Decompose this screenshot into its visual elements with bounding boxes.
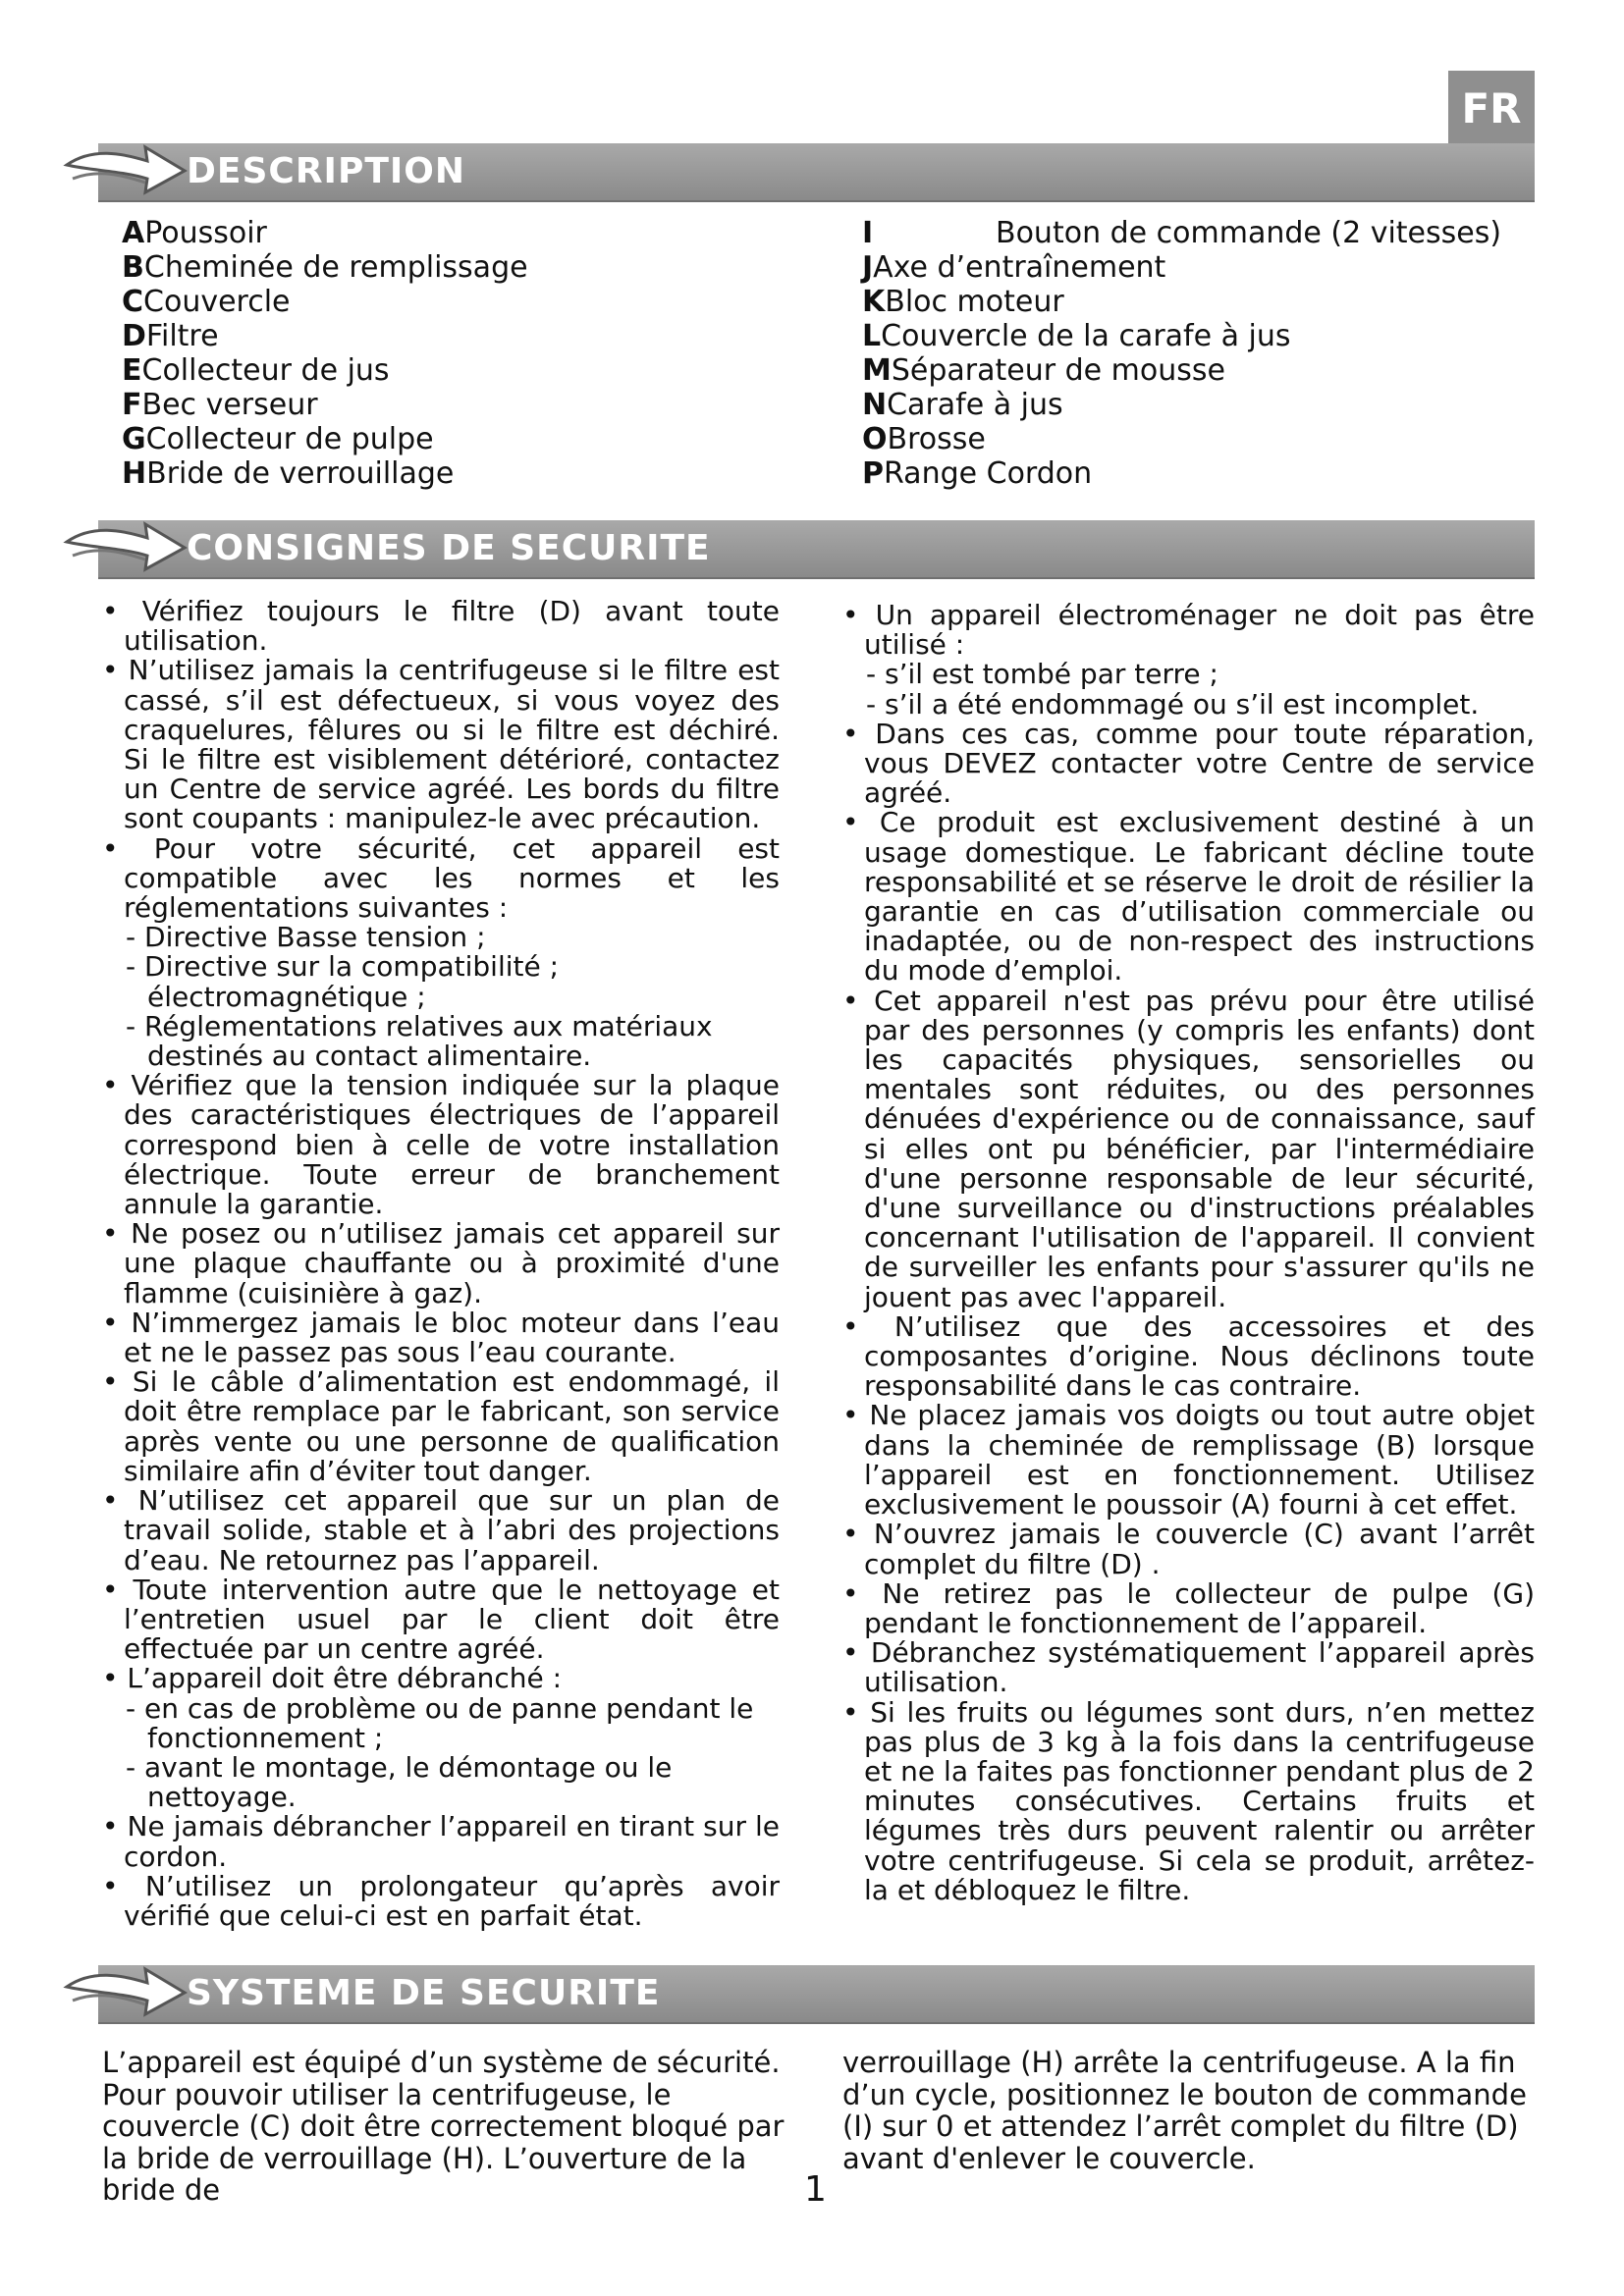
language-tab: FR — [1448, 71, 1535, 145]
safety-item: • N’utilisez un prolongateur qu’après avoir vérifié que celui-ci est en parfait état. — [102, 1869, 780, 1932]
swoosh-arrow-icon — [63, 512, 190, 581]
part-item: MSéparateur de mousse — [862, 353, 1225, 388]
section-title-consignes: CONSIGNES DE SECURITE — [187, 528, 711, 568]
section-banner-consignes — [98, 520, 1535, 579]
section-title-systeme: SYSTEME DE SECURITE — [187, 1973, 661, 2013]
part-item: CCouvercle — [122, 285, 291, 319]
part-item: KBloc moteur — [862, 285, 1064, 319]
section-banner-description — [98, 143, 1535, 202]
safety-item: • Si le câble d’alimentation est endommagé, il doit être remplace par le fabricant, son service après vente ou une personne de qualification similaire afin d’éviter tout danger. — [102, 1365, 780, 1487]
safety-item: • Pour votre sécurité, cet appareil est compatible avec les normes et les réglementations suivantes : — [102, 831, 780, 925]
safety-item: • N’ouvrez jamais le couvercle (C) avant l’arrêt complet du filtre (D) . — [842, 1518, 1535, 1580]
part-item: PRange Cordon — [862, 456, 1093, 491]
safety-item: • N’utilisez jamais la centrifugeuse si le filtre est cassé, s’il est défectueux, si vous voyez des craquelures, fêlures ou si le filtre est déchiré. Si le filtre est visiblement détérioré, contactez un Centre de service agréé. Les bords du filtre sont coupants : manipulez-le avec précaution. — [102, 654, 780, 835]
safety-subitem: - Directive Basse tension ; — [126, 921, 486, 954]
safety-subitem: - s’il a été endommagé ou s’il est incomplet. — [866, 687, 1480, 721]
safety-item: • Ne placez jamais vos doigts ou tout autre objet dans la cheminée de remplissage (B) lorsque l’appareil est en fonctionnement. Utilisez exclusivement le poussoir (A) fourni à cet effet. — [842, 1399, 1535, 1522]
safety-item: • Cet appareil n'est pas prévu pour être utilisé par des personnes (y compris les enfants) dont les capacités physiques, sensorielles ou mentales sont réduites, ou des personnes dénuées d'expérience ou de connaissance, sauf si elles ont pu bénéficier, par l'intermédiaire d'une personne responsable de leur sécurité, d'une surveillance ou d'instructions préalables concernant l'utilisation de l'appareil. Il convient de surveiller les enfants pour s'assurer qu'ils ne jouent pas avec l'appareil. — [842, 984, 1535, 1313]
parts-list-left — [122, 216, 528, 491]
safety-subitem: - en cas de problème ou de panne pendant le fonctionnement ; — [126, 1691, 754, 1754]
safety-item: • Dans ces cas, comme pour toute réparation, vous DEVEZ contacter votre Centre de service agréé. — [842, 717, 1535, 810]
safety-item: • Vérifiez toujours le filtre (D) avant toute utilisation. — [102, 595, 780, 658]
part-item: NCarafe à jus — [862, 388, 1063, 422]
safety-item: • Débranchez systématiquement l’appareil après utilisation. — [842, 1636, 1535, 1699]
safety-item: • Ne retirez pas le collecteur de pulpe (G) pendant le fonctionnement de l’appareil. — [842, 1576, 1535, 1639]
part-item: JAxe d’entraînement — [862, 250, 1166, 285]
safety-item: • N’utilisez que des accessoires et des composantes d’origine. Nous déclinons toute responsabilité dans le cas contraire. — [842, 1309, 1535, 1403]
part-item: OBrosse — [862, 422, 986, 456]
safety-subitem: - Réglementations relatives aux matériaux destinés au contact alimentaire. — [126, 1009, 713, 1073]
safety-item: • Ce produit est exclusivement destiné à un usage domestique. Le fabricant décline toute responsabilité et se réserve le droit de résilier la garantie en cas d’utilisation commerciale ou inadaptée, ou de non-respect des instructions du mode d’emploi. — [842, 806, 1535, 988]
part-item: FBec verseur — [122, 388, 318, 422]
safety-item: • Vérifiez que la tension indiquée sur la plaque des caractéristiques électriques de l’appareil correspond bien à celle de votre installation électrique. Toute erreur de branchement annule la garantie. — [102, 1069, 780, 1221]
section-banner-systeme — [98, 1965, 1535, 2024]
safety-column-left — [102, 597, 780, 1931]
safety-item: • Si les fruits ou légumes sont durs, n’en mettez pas plus de 3 kg à la fois dans la centrifugeuse et ne la faites pas fonctionner pendant plus de 2 minutes consécutives. Certains fruits et légumes très durs peuvent ralentir ou arrêter votre centrifugeuse. Si cela se produit, arrêtez-la et débloquez le filtre. — [842, 1695, 1535, 1906]
section-title-description: DESCRIPTION — [187, 151, 466, 191]
safety-item: • Un appareil électroménager ne doit pas être utilisé : — [842, 599, 1535, 662]
part-item: GCollecteur de pulpe — [122, 422, 434, 456]
safety-item: • N’utilisez cet appareil que sur un plan de travail solide, stable et à l’abri des projections d’eau. Ne retournez pas l’appareil. — [102, 1484, 780, 1576]
part-item: APoussoir — [122, 216, 267, 250]
safety-item: • L’appareil doit être débranché : — [102, 1662, 563, 1695]
system-text-left: L’appareil est équipé d’un système de sécurité. Pour pouvoir utiliser la centrifugeuse, le couvercle (C) doit être correctement bloqué par la bride de verrouillage (H). L’ouverture de la bride de — [102, 2046, 785, 2207]
safety-subitem: - Directive sur la compatibilité ; électromagnétique ; — [126, 950, 560, 1013]
part-item: ECollecteur de jus — [122, 353, 390, 388]
page-number: 1 — [804, 2169, 827, 2210]
part-item: I Bouton de commande (2 vitesses) — [862, 216, 1502, 250]
safety-item: • Toute intervention autre que le nettoyage et l’entretien usuel par le client doit être effectuée par un centre agréé. — [102, 1573, 780, 1666]
swoosh-arrow-icon — [63, 135, 190, 204]
part-item: LCouvercle de la carafe à jus — [862, 319, 1291, 353]
safety-column-right — [842, 601, 1535, 1905]
safety-subitem: - s’il est tombé par terre ; — [866, 658, 1218, 691]
parts-list-right — [862, 216, 1501, 491]
system-text-right: verrouillage (H) arrête la centrifugeuse. A la fin d’un cycle, positionnez le bouton de commande (I) sur 0 et attendez l’arrêt complet du filtre (D) avant d'enlever le couvercle. — [842, 2046, 1527, 2175]
safety-item: • Ne jamais débrancher l’appareil en tirant sur le cordon. — [102, 1810, 780, 1873]
safety-item: • N’immergez jamais le bloc moteur dans l’eau et ne le passez pas sous l’eau courante. — [102, 1306, 780, 1369]
safety-item: • Ne posez ou n’utilisez jamais cet appareil sur une plaque chauffante ou à proximité d'une flamme (cuisinière à gaz). — [102, 1217, 780, 1309]
part-item: HBride de verrouillage — [122, 456, 455, 491]
safety-subitem: - avant le montage, le démontage ou le nettoyage. — [126, 1750, 673, 1814]
swoosh-arrow-icon — [63, 1957, 190, 2026]
part-item: DFiltre — [122, 319, 219, 353]
part-item: BCheminée de remplissage — [122, 250, 528, 285]
